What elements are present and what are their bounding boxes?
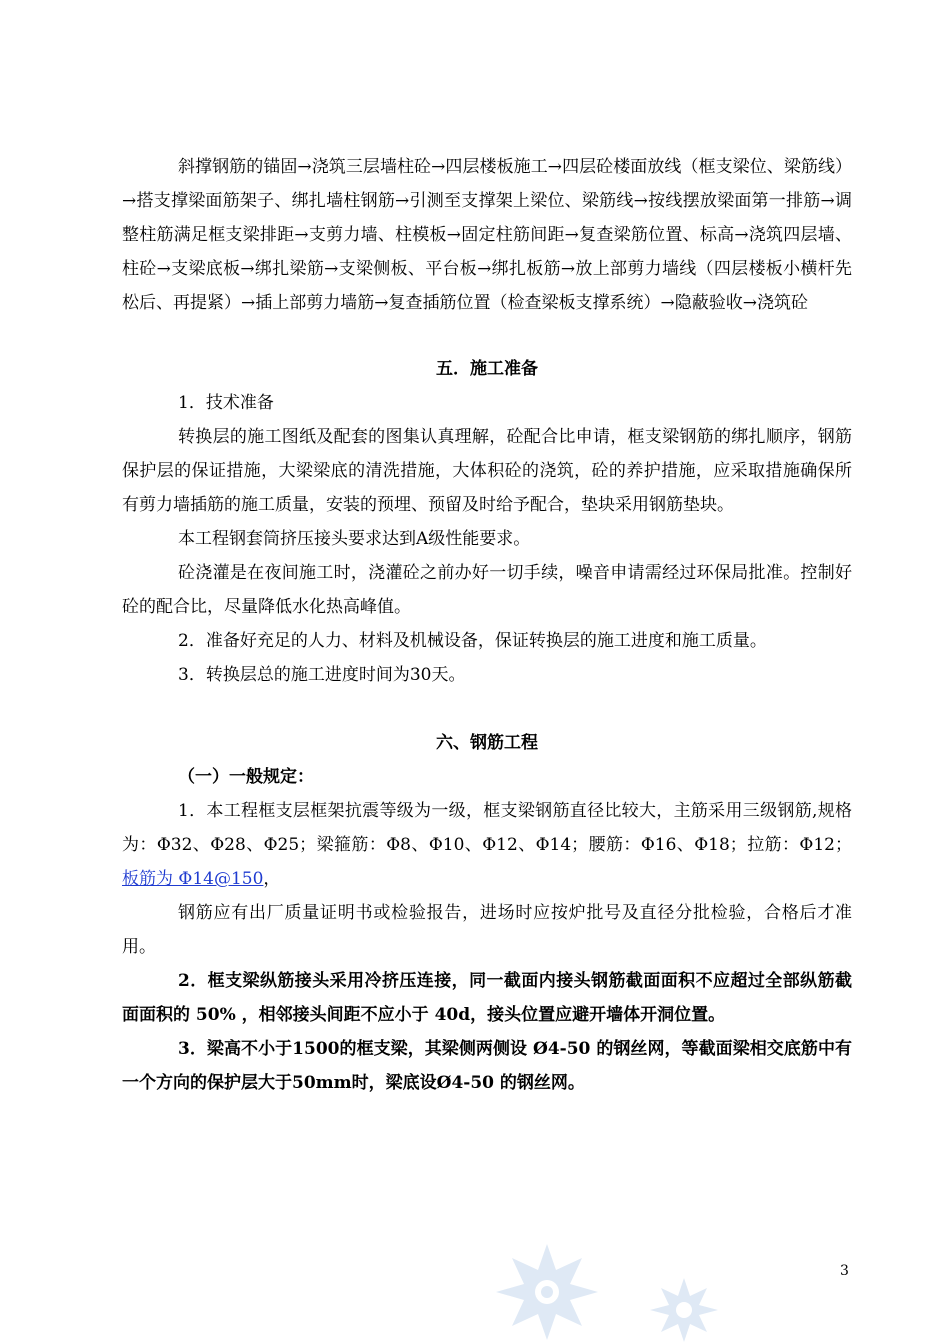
watermark-flower-icon xyxy=(492,1240,602,1344)
paragraph-schedule: 3．转换层总的施工进度时间为30天。 xyxy=(178,665,466,685)
paragraph-rebar-spec xyxy=(122,794,852,896)
page-number: 3 xyxy=(840,1263,849,1279)
paragraph-night-pour: 砼浇灌是在夜间施工时，浇灌砼之前办好一切手续，噪音申请需经过环保局批准。控制好砼的配合比，尽量降低水化热高峰值。 xyxy=(122,563,852,617)
rebar-spec-text: 1．本工程框支层框架抗震等级为一级，框支梁钢筋直径比较大，主筋采用三级钢筋,规格为：Φ32、Φ28、Φ25；梁箍筋：Φ8、Φ10、Φ12、Φ14；腰筋：Φ16、Φ18；拉筋：Φ12； xyxy=(122,801,852,855)
paragraph-rebar-certificate: 钢筋应有出厂质量证明书或检验报告，进场时应按炉批号及直径分批检验，合格后才准用。 xyxy=(122,903,852,957)
document-body xyxy=(122,150,852,1100)
paragraph-technical-prep: 转换层的施工图纸及配套的图集认真理解，砼配合比申请，框支梁钢筋的绑扎顺序，钢筋保护层的保证措施，大梁梁底的清洗措施，大体积砼的浇筑，砼的养护措施，应采取措施确保所有剪力墙插筋的施工质量，安装的预埋、预留及时给予配合，垫块采用钢筋垫块。 xyxy=(122,427,852,515)
paragraph-splice-rule: 2．框支梁纵筋接头采用冷挤压连接，同一截面内接头钢筋截面面积不应超过全部纵筋截面面积的 50% ，相邻接头间距不应小于 40d，接头位置应避开墙体开洞位置。 xyxy=(122,971,852,1025)
section-heading-6: 六、钢筋工程 xyxy=(436,733,538,753)
paragraph-resources: 2．准备好充足的人力、材料及机械设备，保证转换层的施工进度和施工质量。 xyxy=(178,631,767,651)
subheading-technical-prep: 1．技术准备 xyxy=(178,393,274,413)
section-heading-5: 五．施工准备 xyxy=(436,359,538,379)
paragraph-wire-mesh-rule: 3．梁高不小于1500的框支梁，其梁侧两侧设 Ø4-50 的钢丝网，等截面梁相交底筋中有一个方向的保护层大于50mm时，梁底设Ø4-50 的钢丝网。 xyxy=(122,1039,852,1093)
subheading-general-rules: （一）一般规定： xyxy=(178,767,314,787)
slab-rebar-link[interactable]: 板筋为 Φ14@150 xyxy=(122,869,264,889)
rebar-spec-tail: ， xyxy=(263,869,281,889)
paragraph-sleeve-joint: 本工程钢套筒挤压接头要求达到A级性能要求。 xyxy=(178,529,531,549)
process-flow-paragraph: 斜撑钢筋的锚固→浇筑三层墙柱砼→四层楼板施工→四层砼楼面放线（框支梁位、梁筋线）→搭支撑梁面筋架子、绑扎墙柱钢筋→引测至支撑架上梁位、梁筋线→按线摆放梁面第一排筋→调整柱筋满足框支梁排距→支剪力墙、柱模板→固定柱筋间距→复查梁筋位置、标高→浇筑四层墙、柱砼→支梁底板→绑扎梁筋→支梁侧板、平台板→绑扎板筋→放上部剪力墙线（四层楼板小横杆先松后、再提紧）→插上部剪力墙筋→复查插筋位置（检查梁板支撑系统）→隐蔽验收→浇筑砼 xyxy=(122,157,852,313)
watermark-flower-small-icon xyxy=(648,1276,720,1344)
